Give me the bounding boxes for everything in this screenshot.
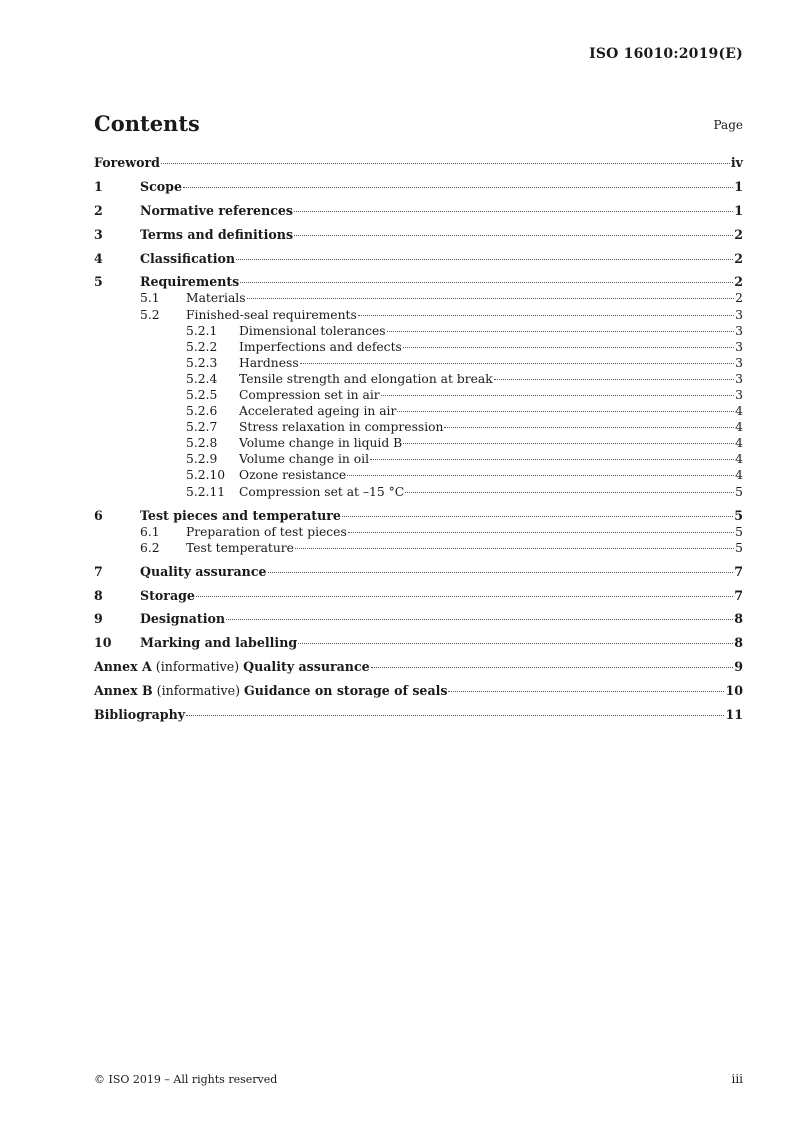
toc-entry-page: 3 — [735, 307, 743, 322]
toc-entry[interactable] — [94, 355, 743, 371]
toc-entry-page: 8 — [734, 611, 743, 627]
dot-leader — [247, 298, 735, 299]
toc-entry[interactable] — [94, 508, 743, 524]
toc-entry-number: 5.2.6 — [186, 404, 218, 419]
toc-entry-number: 8 — [94, 587, 103, 603]
dot-leader — [294, 235, 733, 236]
dot-leader — [236, 259, 733, 260]
toc-entry-page: 10 — [725, 683, 743, 699]
toc-entry-page: 4 — [735, 404, 743, 419]
toc-entry-title: Hardness — [239, 355, 299, 370]
contents-heading: Contents — [94, 111, 200, 136]
toc-entry-title: Designation — [140, 611, 226, 627]
toc-entry-page: 8 — [734, 635, 743, 651]
toc-entry-title: Foreword — [94, 155, 160, 170]
toc-entry-title: Guidance on storage of seals — [244, 683, 448, 699]
dot-leader — [342, 516, 733, 517]
toc-entry-title: Storage — [140, 587, 195, 603]
toc-entry-number: 5.2.9 — [186, 452, 218, 467]
toc-entry-number: 5.2.1 — [186, 323, 218, 338]
toc-entry-number: 5 — [94, 274, 103, 290]
toc-annex-label: Annex B — [94, 683, 153, 699]
dot-leader — [381, 395, 735, 396]
dot-leader — [161, 163, 730, 164]
toc-annex-note: (informative) — [156, 683, 240, 699]
toc-entry-number: 6 — [94, 507, 103, 523]
toc-entry[interactable] — [94, 659, 743, 675]
toc-entry[interactable] — [94, 524, 743, 540]
toc-entry[interactable] — [94, 683, 743, 699]
toc-entry[interactable] — [94, 227, 743, 243]
toc-entry[interactable] — [94, 419, 743, 435]
toc-entry[interactable] — [94, 611, 743, 627]
toc-entry[interactable] — [94, 371, 743, 387]
toc-entry-title: Scope — [140, 178, 182, 194]
toc-entry[interactable] — [94, 274, 743, 290]
toc-entry-number: 5.2.5 — [186, 388, 218, 403]
page-column-label: Page — [713, 118, 743, 132]
toc-entry-page: 11 — [725, 706, 743, 722]
toc-entry-title: Imperfections and defects — [239, 339, 402, 354]
dot-leader — [186, 715, 724, 716]
toc-entry-page: 5 — [735, 524, 743, 539]
toc-entry[interactable] — [94, 435, 743, 451]
toc-entry-page: 3 — [735, 371, 743, 386]
toc-entry-title: Dimensional tolerances — [239, 323, 386, 338]
toc-entry[interactable] — [94, 484, 743, 500]
dot-leader — [403, 443, 734, 444]
toc-entry[interactable] — [94, 387, 743, 403]
toc-entry[interactable] — [94, 403, 743, 419]
toc-entry-number: 1 — [94, 178, 103, 194]
toc-entry-page: 7 — [734, 563, 743, 579]
toc-entry-page: 1 — [734, 178, 743, 194]
toc-entry-number: 7 — [94, 563, 103, 579]
toc-entry-number: 5.2.7 — [186, 420, 218, 435]
dot-leader — [405, 492, 734, 493]
toc-entry-number: 6.2 — [140, 540, 160, 555]
toc-entry-page: 9 — [734, 659, 743, 675]
toc-entry-number: 2 — [94, 202, 103, 218]
dot-leader — [387, 331, 735, 332]
toc-entry-number: 4 — [94, 250, 103, 266]
toc-entry[interactable] — [94, 251, 743, 267]
toc-entry-page: 4 — [735, 468, 743, 483]
toc-entry-page: 2 — [735, 291, 743, 306]
toc-entry-title: Test temperature — [186, 540, 294, 555]
toc-entry-number: 10 — [94, 635, 112, 651]
dot-leader — [294, 211, 733, 212]
toc-entry-title: Bibliography — [94, 706, 186, 722]
dot-leader — [358, 315, 734, 316]
toc-entry[interactable] — [94, 540, 743, 556]
toc-entry-number: 5.2.2 — [186, 339, 218, 354]
toc-entry-page: 3 — [735, 388, 743, 403]
toc-annex-note: (informative) — [155, 659, 240, 675]
dot-leader — [240, 282, 733, 283]
toc-entry-page: iv — [730, 155, 743, 170]
toc-entry-page: 5 — [735, 540, 743, 555]
toc-entry-title: Preparation of test pieces — [186, 524, 347, 539]
toc-entry[interactable] — [94, 323, 743, 339]
dot-leader — [397, 411, 734, 412]
toc-entry-title: Classification — [140, 250, 236, 266]
toc-entry-title: Stress relaxation in compression — [239, 420, 444, 435]
page-number: iii — [731, 1072, 743, 1086]
dot-leader — [444, 427, 734, 428]
toc-entry-title: Compression set at –15 °C — [239, 484, 405, 499]
dot-leader — [298, 643, 733, 644]
toc-entry-page: 4 — [735, 420, 743, 435]
toc-entry[interactable] — [94, 588, 743, 604]
document-id: ISO 16010:2019(E) — [589, 46, 743, 62]
dot-leader — [347, 475, 734, 476]
toc-entry-title: Test pieces and temperature — [140, 507, 341, 523]
toc-entry-number: 3 — [94, 226, 103, 242]
toc-entry-title: Compression set in air — [239, 388, 380, 403]
toc-entry[interactable] — [94, 707, 743, 723]
toc-entry-number: 5.2.3 — [186, 355, 218, 370]
toc-entry-number: 5.2 — [140, 307, 160, 322]
toc-entry-title: Quality assurance — [243, 659, 370, 675]
toc-entry[interactable] — [94, 564, 743, 580]
dot-leader — [183, 187, 733, 188]
toc-entry[interactable] — [94, 467, 743, 483]
toc-entry-title: Marking and labelling — [140, 635, 298, 651]
toc-entry-title: Materials — [186, 291, 246, 306]
toc-entry-title: Accelerated ageing in air — [239, 404, 397, 419]
toc-entry-page: 7 — [734, 587, 743, 603]
toc-entry[interactable] — [94, 290, 743, 306]
toc-entry[interactable] — [94, 635, 743, 651]
copyright-notice: © ISO 2019 – All rights reserved — [94, 1073, 278, 1086]
dot-leader — [268, 572, 734, 573]
toc-entry-page: 2 — [734, 274, 743, 290]
dot-leader — [348, 532, 734, 533]
toc-entry-page: 5 — [734, 507, 743, 523]
toc-entry-title: Volume change in oil — [239, 452, 369, 467]
toc-entry-number: 5.2.10 — [186, 468, 226, 483]
toc-entry-number: 6.1 — [140, 524, 160, 539]
dot-leader — [371, 667, 734, 668]
toc-annex-label: Annex A — [94, 659, 152, 675]
toc-entry-page: 2 — [734, 226, 743, 242]
toc-entry-title: Finished-seal requirements — [186, 307, 357, 322]
toc-entry-title: Normative references — [140, 202, 294, 218]
toc-entry-page: 2 — [734, 250, 743, 266]
dot-leader — [295, 548, 734, 549]
toc-entry[interactable] — [94, 155, 743, 171]
toc-entry-number: 5.2.11 — [186, 484, 226, 499]
dot-leader — [494, 379, 735, 380]
toc-entry-page: 3 — [735, 339, 743, 354]
dot-leader — [196, 596, 733, 597]
dot-leader — [403, 347, 734, 348]
toc-entry[interactable] — [94, 307, 743, 323]
toc-entry[interactable] — [94, 451, 743, 467]
toc-entry-page: 4 — [735, 436, 743, 451]
toc-entry-title: Tensile strength and elongation at break — [239, 371, 493, 386]
toc-entry-page: 3 — [735, 355, 743, 370]
toc-entry-number: 5.1 — [140, 291, 160, 306]
dot-leader — [226, 619, 733, 620]
toc-entry[interactable] — [94, 203, 743, 219]
toc-entry-title: Ozone resistance — [239, 468, 347, 483]
toc-entry-page: 1 — [734, 202, 743, 218]
toc-entry-title: Requirements — [140, 274, 240, 290]
toc-entry[interactable] — [94, 339, 743, 355]
dot-leader — [448, 691, 724, 692]
toc-entry-title: Terms and definitions — [140, 226, 294, 242]
toc-entry-page: 3 — [735, 323, 743, 338]
toc-entry[interactable] — [94, 179, 743, 195]
toc-entry-title: Volume change in liquid B — [239, 436, 403, 451]
table-of-contents — [94, 155, 743, 723]
dot-leader — [370, 459, 734, 460]
toc-entry-number: 5.2.8 — [186, 436, 218, 451]
toc-entry-number: 9 — [94, 611, 103, 627]
toc-entry-title: Quality assurance — [140, 563, 267, 579]
toc-entry-number: 5.2.4 — [186, 371, 218, 386]
toc-entry-page: 5 — [735, 484, 743, 499]
dot-leader — [300, 363, 735, 364]
toc-entry-page: 4 — [735, 452, 743, 467]
